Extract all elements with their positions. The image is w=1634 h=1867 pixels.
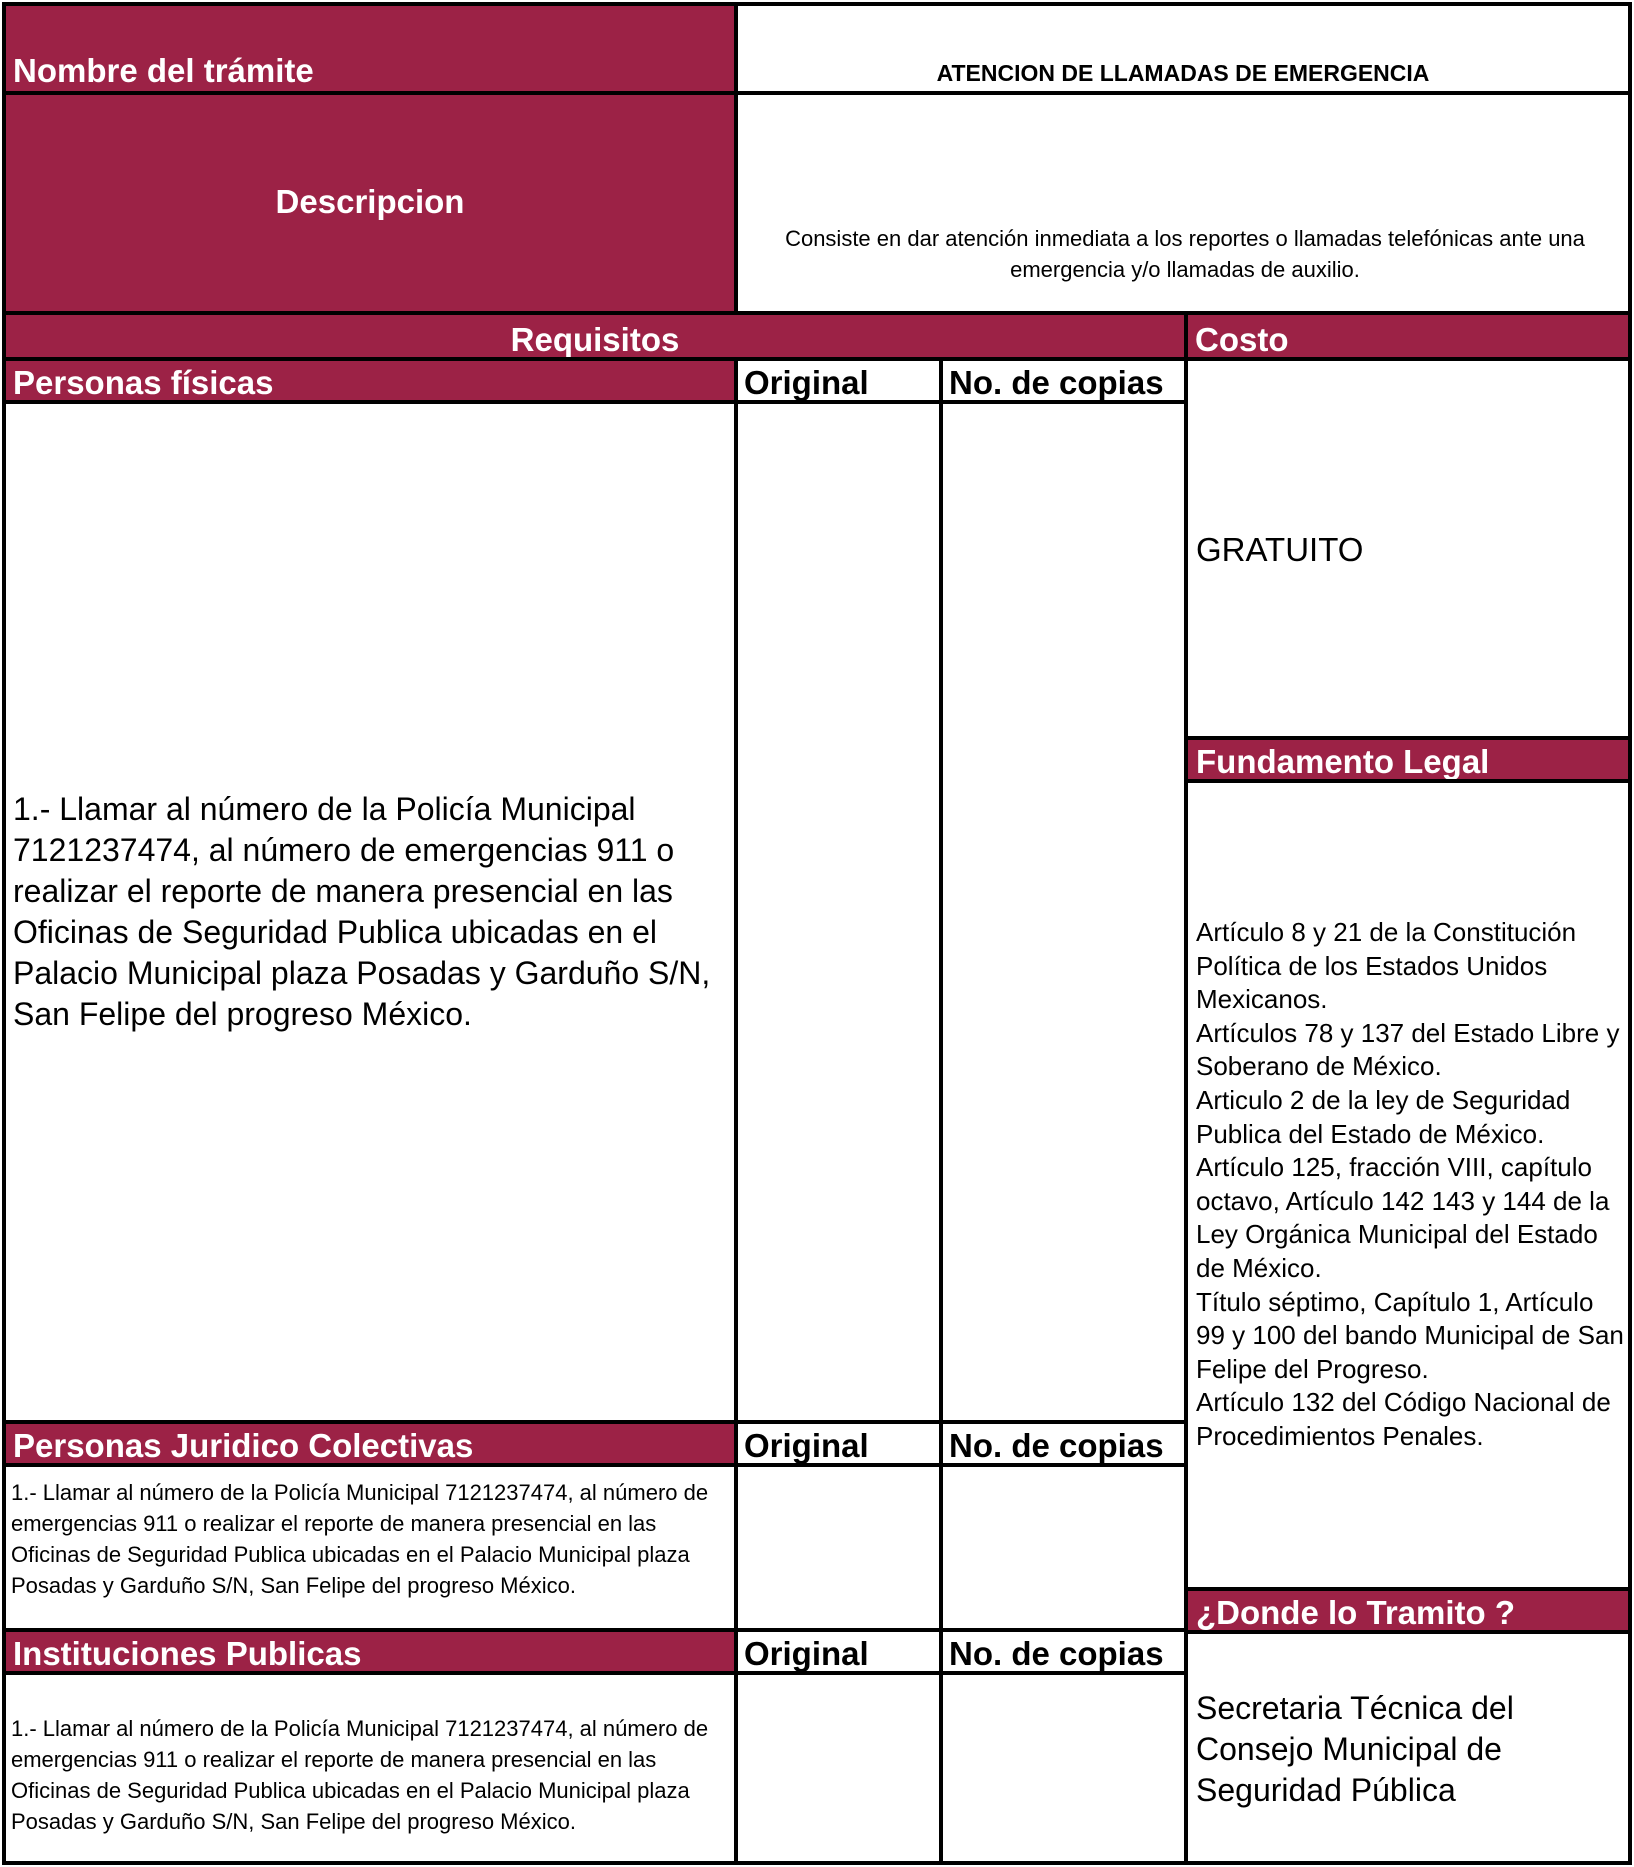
costo-header — [1184, 311, 1632, 361]
instituciones-header — [2, 1628, 738, 1675]
donde-header — [1184, 1587, 1632, 1634]
copias-label: No. de copias — [949, 1635, 1164, 1672]
donde-value-cell — [1184, 1630, 1632, 1865]
personas-juridico-text-cell — [2, 1463, 738, 1632]
nombre-label-cell — [2, 2, 738, 95]
descripcion-label-cell — [2, 91, 738, 315]
original-header-2 — [734, 1420, 943, 1467]
instituciones-text: 1.- Llamar al número de la Policía Municipal 7121237474, al número de emergencias 911 o realizar el reporte de manera presencial en las Oficinas de Seguridad Publica ubicadas en el Palacio Municipal plaza Posadas y Garduño S/N, San Felipe del progreso México. — [11, 1716, 709, 1834]
original-label: Original — [744, 364, 869, 401]
original-header-3 — [734, 1628, 943, 1675]
original-header-1 — [734, 357, 943, 404]
fundamento-text-cell — [1184, 779, 1632, 1591]
nombre-value: ATENCION DE LLAMADAS DE EMERGENCIA — [936, 60, 1430, 86]
copias-header-2 — [939, 1420, 1188, 1467]
personas-juridico-title: Personas Juridico Colectivas — [13, 1427, 474, 1464]
nombre-label: Nombre del trámite — [13, 52, 314, 89]
costo-value: GRATUITO — [1196, 531, 1364, 568]
copias-header-1 — [939, 357, 1188, 404]
fundamento-text: Artículo 8 y 21 de la Constitución Política de los Estados Unidos Mexicanos. Artículos 78 y 137 del Estado Libre y Soberano de México. Articulo 2 de la ley de Seguridad Publica del Estado de México. Artículo 125, fracción VIII, capítulo octavo, Artículo 142 143 y 144 de la Ley Orgánica Municipal del Estado de México. Título séptimo, Capítulo 1, Artículo 99 y 100 del bando Municipal de San Felipe del Progreso. Artículo 132 del Código Nacional de Procedimientos Penales. — [1196, 917, 1624, 1451]
copias-label: No. de copias — [949, 364, 1164, 401]
personas-juridico-text: 1.- Llamar al número de la Policía Municipal 7121237474, al número de emergencias 911 o realizar el reporte de manera presencial en las Oficinas de Seguridad Publica ubicadas en el Palacio Municipal plaza Posadas y Garduño S/N, San Felipe del progreso México. — [11, 1480, 709, 1598]
original-cell-2 — [734, 1463, 943, 1632]
costo-value-cell — [1184, 357, 1632, 740]
descripcion-label: Descripcion — [275, 183, 465, 220]
instituciones-title: Instituciones Publicas — [13, 1635, 362, 1672]
original-cell-3 — [734, 1671, 943, 1865]
copias-header-3 — [939, 1628, 1188, 1675]
personas-juridico-header — [2, 1420, 738, 1467]
descripcion-value: Consiste en dar atención inmediata a los reportes o llamadas telefónicas ante una emergencia y/o llamadas de auxilio. — [785, 226, 1585, 282]
personas-fisicas-title: Personas físicas — [13, 364, 274, 401]
requisitos-header — [2, 311, 1188, 361]
original-label: Original — [744, 1635, 869, 1672]
descripcion-value-cell — [734, 91, 1632, 315]
original-cell-1 — [734, 400, 943, 1424]
instituciones-text-cell — [2, 1671, 738, 1865]
personas-fisicas-text: 1.- Llamar al número de la Policía Municipal 7121237474, al número de emergencias 911 o realizar el reporte de manera presencial en las Oficinas de Seguridad Publica ubicadas en el Palacio Municipal plaza Posadas y Garduño S/N, San Felipe del progreso México. — [13, 791, 711, 1032]
copias-label: No. de copias — [949, 1427, 1164, 1464]
costo-title: Costo — [1195, 321, 1289, 358]
requisitos-title: Requisitos — [510, 321, 680, 358]
donde-value: Secretaria Técnica del Consejo Municipal de Seguridad Pública — [1196, 1690, 1514, 1808]
personas-fisicas-header — [2, 357, 738, 404]
personas-fisicas-text-cell — [2, 400, 738, 1424]
nombre-value-cell — [734, 2, 1632, 95]
original-label: Original — [744, 1427, 869, 1464]
copias-cell-1 — [939, 400, 1188, 1424]
donde-title: ¿Donde lo Tramito ? — [1196, 1594, 1515, 1631]
fundamento-header — [1184, 736, 1632, 783]
copias-cell-3 — [939, 1671, 1188, 1865]
fundamento-title: Fundamento Legal — [1196, 743, 1490, 780]
copias-cell-2 — [939, 1463, 1188, 1632]
